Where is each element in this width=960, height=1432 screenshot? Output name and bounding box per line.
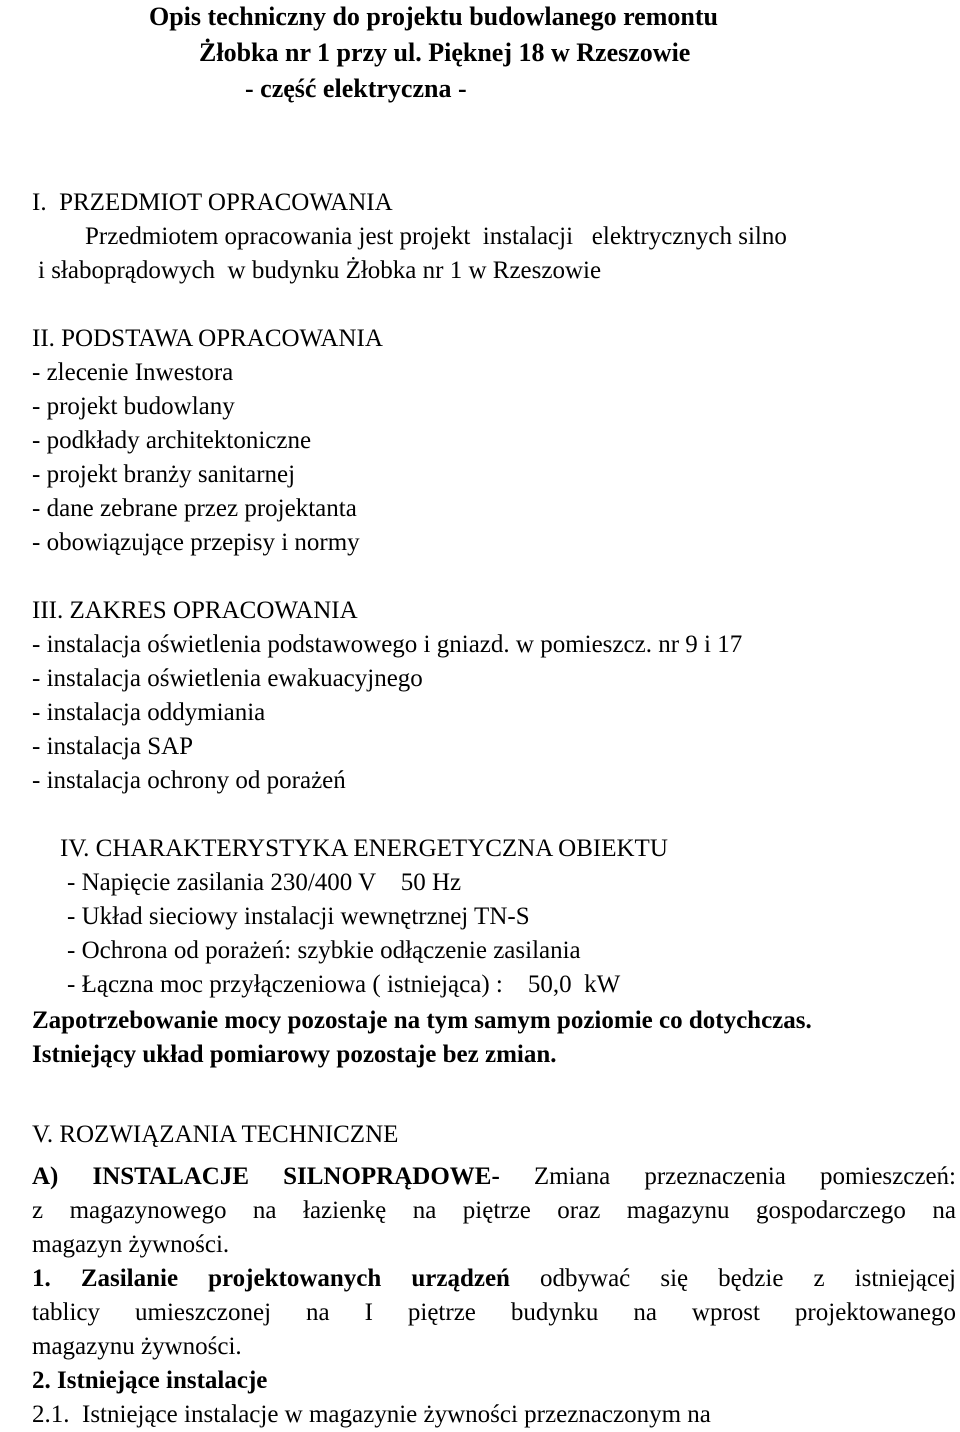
section4-item: - Układ sieciowy instalacji wewnętrznej TN-S [67,903,530,930]
section5-subA-line2: z magazynowego na łazienkę na piętrze oraz magazynu gospodarczego na [32,1197,956,1224]
section4-note-metering: Istniejący układ pomiarowy pozostaje bez zmian. [32,1041,557,1068]
doc-title-line2: Żłobka nr 1 przy ul. Pięknej 18 w Rzeszowie [199,38,691,67]
section3-item: - instalacja oświetlenia ewakuacyjnego [32,665,423,692]
section5-heading: V. ROZWIĄZANIA TECHNICZNE [32,1121,399,1148]
section4-note-demand: Zapotrzebowanie mocy pozostaje na tym samym poziomie co dotychczas. [32,1007,812,1034]
doc-title-line3: - część elektryczna - [245,74,467,103]
section5-subA-label: A) INSTALACJE SILNOPRĄDOWE- [32,1163,500,1190]
section5-p21-text: 2.1. Istniejące instalacje w magazynie żywności przeznaczonym na [32,1401,711,1428]
section2-item: - projekt budowlany [32,393,235,420]
section1-line: Przedmiotem opracowania jest projekt instalacji elektrycznych silno [85,223,787,250]
section4-item: - Ochrona od porażeń: szybkie odłączenie zasilania [67,937,581,964]
section5-p1-line1 [32,1262,956,1296]
section5-subA-line3: magazyn żywności. [32,1231,230,1258]
section5-subA-line1 [32,1160,956,1194]
section2-heading: II. PODSTAWA OPRACOWANIA [32,325,383,352]
section5-p1-line2: tablicy umieszczonej na I piętrze budynku na wprost projektowanego [32,1299,956,1326]
section3-item: - instalacja oświetlenia podstawowego i gniazd. w pomieszcz. nr 9 i 17 [32,631,743,658]
section4-item: - Napięcie zasilania 230/400 V 50 Hz [67,869,462,896]
section1-heading: I. PRZEDMIOT OPRACOWANIA [32,189,393,216]
section2-item: - podkłady architektoniczne [32,427,312,454]
section2-item: - zlecenie Inwestora [32,359,234,386]
section3-item: - instalacja ochrony od porażeń [32,767,346,794]
section3-heading: III. ZAKRES OPRACOWANIA [32,597,358,624]
section5-p1-text: odbywać się będzie z istniejącej [509,1265,956,1292]
doc-title-line1: Opis techniczny do projektu budowlanego remontu [149,2,718,31]
section5-subA-text: Zmiana przeznaczenia pomieszczeń: [499,1163,956,1190]
section1-line: i słaboprądowych w budynku Żłobka nr 1 w Rzeszowie [38,257,602,284]
section3-item: - instalacja SAP [32,733,194,760]
section3-item: - instalacja oddymiania [32,699,266,726]
section5-p2-heading: 2. Istniejące instalacje [32,1367,268,1394]
section4-heading: IV. CHARAKTERYSTYKA ENERGETYCZNA OBIEKTU [60,835,668,862]
section2-item: - projekt branży sanitarnej [32,461,296,488]
section2-item: - obowiązujące przepisy i normy [32,529,360,556]
section5-p1-label: 1. Zasilanie projektowanych urządzeń [32,1265,510,1292]
section2-item: - dane zebrane przez projektanta [32,495,357,522]
section5-p1-line3: magazynu żywności. [32,1333,242,1360]
section4-item: - Łączna moc przyłączeniowa ( istniejąca) : 50,0 kW [67,971,621,998]
